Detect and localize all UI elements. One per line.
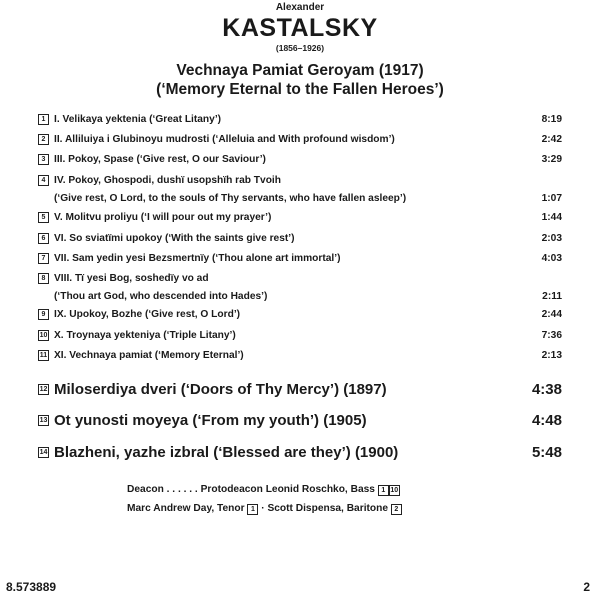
track-number: 10: [39, 332, 48, 339]
track-title: VIII. Tï yesi Bog, soshedïy vo ad: [54, 273, 209, 284]
track-ref: 2: [391, 504, 402, 515]
track-title: II. Alliluiya i Glubinoyu mudrosti (‘Alleluia and With profound wisdom’): [54, 134, 395, 145]
track-ref: 1: [378, 485, 389, 496]
track-number: 13: [39, 417, 48, 424]
track-row: [38, 442, 562, 464]
track-number: 11: [39, 352, 48, 359]
track-duration: 2:13: [541, 350, 562, 361]
track-title: III. Pokoy, Spase (‘Give rest, O our Saviour’): [54, 154, 266, 165]
track-row: [38, 172, 562, 208]
track-title: I. Velikaya yektenia (‘Great Litany’): [54, 114, 222, 125]
track-title: X. Troynaya yekteniya (‘Triple Litany’): [54, 330, 236, 341]
track-duration: 3:29: [541, 154, 562, 165]
track-number: 3: [38, 154, 49, 165]
track-row: [38, 270, 562, 306]
track-number: 12: [39, 386, 48, 393]
track-ref: 10: [390, 487, 399, 494]
track-duration: 4:38: [531, 381, 562, 398]
track-duration: 2:11: [542, 291, 562, 302]
track-title: IV. Pokoy, Ghospodi, dushï usopshïh rab Tvoih: [54, 175, 281, 186]
credit-text: Marc Andrew Day, Tenor: [127, 503, 248, 514]
composer-first-name: Alexander: [275, 2, 325, 13]
track-number: 9: [38, 309, 49, 320]
work-title: Vechnaya Pamiat Geroyam (1917): [176, 62, 424, 79]
track-title: Miloserdiya dveri (‘Doors of Thy Mercy’) (1897): [54, 381, 387, 398]
work-subtitle: (‘Memory Eternal to the Fallen Heroes’): [156, 81, 444, 98]
track-number: 2: [38, 134, 49, 145]
track-title: IX. Upokoy, Bozhe (‘Give rest, O Lord’): [54, 309, 241, 320]
track-duration: 1:44: [541, 212, 562, 223]
composer-last-name: KASTALSKY: [222, 14, 378, 42]
track-title: XI. Vechnaya pamiat (‘Memory Eternal’): [54, 350, 244, 361]
track-duration: 2:42: [541, 134, 562, 145]
track-duration: 5:48: [531, 444, 562, 461]
composer-dates: (1856–1926): [275, 43, 325, 53]
track-number: 6: [38, 233, 49, 244]
track-title: Blazheni, yazhe izbral (‘Blessed are they’) (1900): [54, 444, 399, 461]
track-title: VI. So sviatïmi upokoy (‘With the saints give rest’): [54, 233, 295, 244]
track-number: 8: [38, 273, 49, 284]
track-number: 14: [39, 449, 48, 456]
track-duration: 7:36: [541, 330, 562, 341]
track-row: [38, 410, 562, 432]
credit-text: Deacon . . . . . . Protodeacon Leonid Roschko, Bass: [127, 484, 378, 495]
track-duration: 2:03: [541, 233, 562, 244]
track-title: VII. Sam yedin yesi Bezsmertnïy (‘Thou alone art immortal’): [54, 253, 341, 264]
track-title-translation: (‘Give rest, O Lord, to the souls of Thy servants, who have fallen asleep’): [54, 193, 407, 204]
credits-line-deacon: [127, 484, 400, 496]
catalog-number: 8.573889: [6, 580, 57, 594]
track-number: 1: [38, 114, 49, 125]
track-duration: 8:19: [541, 114, 562, 125]
track-title-translation: (‘Thou art God, who descended into Hades’): [54, 291, 268, 302]
track-ref: 1: [247, 504, 258, 515]
track-duration: 2:44: [541, 309, 562, 320]
track-duration: 4:03: [541, 253, 562, 264]
track-duration: 4:48: [531, 412, 562, 429]
track-title: Ot yunosti moyeya (‘From my youth’) (1905): [54, 412, 367, 429]
track-row: [38, 379, 562, 401]
track-number: 4: [38, 175, 49, 186]
track-number: 5: [38, 212, 49, 223]
track-number: 7: [38, 253, 49, 264]
credit-text: · Scott Dispensa, Baritone: [258, 503, 391, 514]
page-number: 2: [583, 580, 590, 594]
credits-line-soloists: [127, 503, 402, 515]
track-title: V. Molitvu proliyu (‘I will pour out my prayer’): [54, 212, 272, 223]
track-duration: 1:07: [541, 193, 562, 204]
